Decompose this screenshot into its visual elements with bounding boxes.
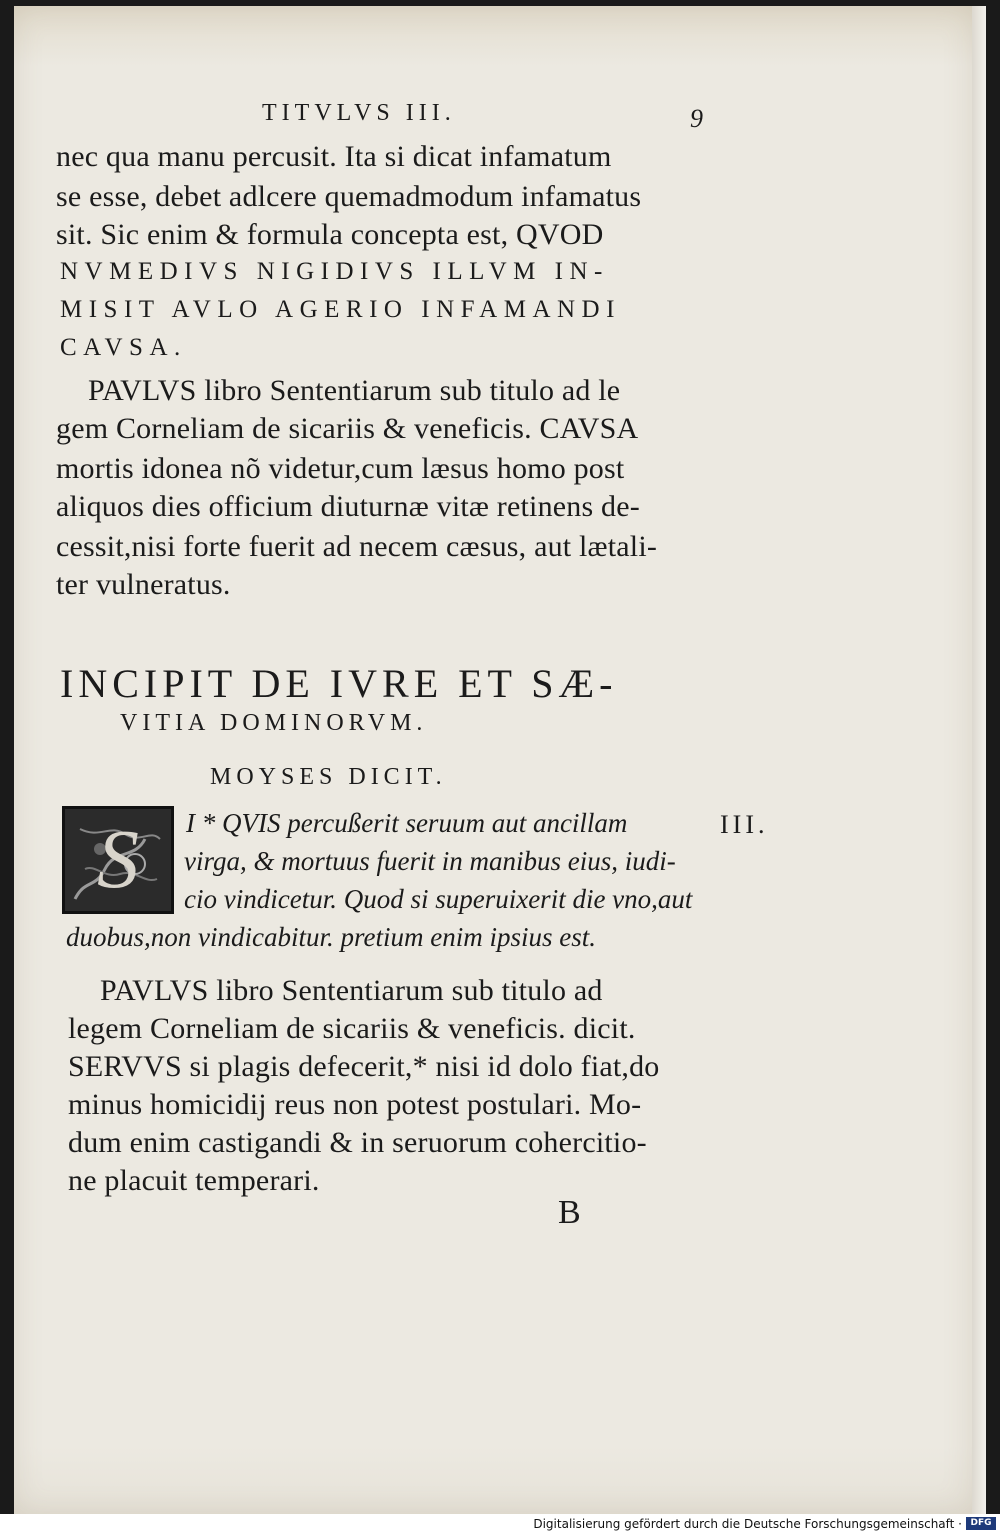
margin-number: III.: [720, 810, 769, 839]
running-head: TITVLVS III.: [262, 100, 456, 126]
folio-number: 9: [690, 104, 703, 133]
italic-line: I * QVIS percußerit seruum aut ancillam: [186, 808, 628, 838]
italic-line: virga, & mortuus fuerit in manibus eius, iudi-: [184, 846, 676, 876]
body-line: NVMEDIVS NIGIDIVS ILLVM IN-: [60, 258, 609, 285]
dfg-logo-icon: DFG: [966, 1517, 996, 1530]
body-line: CAVSA.: [60, 334, 187, 361]
footer-bar: [0, 1514, 1000, 1532]
section-subheading: VITIA DOMINORVM.: [120, 710, 428, 736]
funding-notice: Digitalisierung gefördert durch die Deutsche Forschungsgemeinschaft ·: [533, 1517, 962, 1531]
body-line: PAVLVS libro Sententiarum sub titulo ad le: [88, 374, 621, 407]
body-line: nec qua manu percusit. Ita si dicat infamatum: [56, 140, 612, 173]
body-line: sit. Sic enim & formula concepta est, QVOD: [56, 218, 604, 251]
body-line: legem Corneliam de sicariis & veneficis. dicit.: [68, 1012, 636, 1045]
body-line: mortis idonea nõ videtur,cum læsus homo post: [56, 452, 625, 485]
body-line: aliquos dies officium diuturnæ vitæ retinens de-: [56, 490, 640, 523]
signature-mark: B: [558, 1194, 581, 1231]
body-line: SERVVS si plagis defecerit,* nisi id dolo fiat,do: [68, 1050, 660, 1083]
body-line: MISIT AVLO AGERIO INFAMANDI: [60, 296, 621, 323]
moyses-heading: MOYSES DICIT.: [210, 764, 447, 790]
body-line: cessit,nisi forte fuerit ad necem cæsus, aut lætali-: [56, 530, 658, 563]
body-line: dum enim castigandi & in seruorum cohercitio-: [68, 1126, 647, 1159]
initial-ornament-icon: [65, 809, 171, 911]
body-line: gem Corneliam de sicariis & veneficis. CAVSA: [56, 412, 639, 445]
body-line: minus homicidij reus non potest postulari. Mo-: [68, 1088, 642, 1121]
body-line: PAVLVS libro Sententiarum sub titulo ad: [100, 974, 603, 1007]
body-line: ter vulneratus.: [56, 568, 231, 601]
section-heading: INCIPIT DE IVRE ET SÆ-: [60, 661, 618, 706]
italic-line: duobus,non vindicabitur. pretium enim ipsius est.: [66, 922, 596, 952]
italic-line: cio vindicetur. Quod si superuixerit die vno,aut: [184, 884, 693, 914]
body-line: ne placuit temperari.: [68, 1164, 320, 1197]
decorated-initial: [62, 806, 174, 914]
svg-text:S: S: [97, 813, 139, 906]
body-line: se esse, debet adlcere quemadmodum infamatus: [56, 180, 642, 213]
page-edge: [972, 6, 986, 1514]
